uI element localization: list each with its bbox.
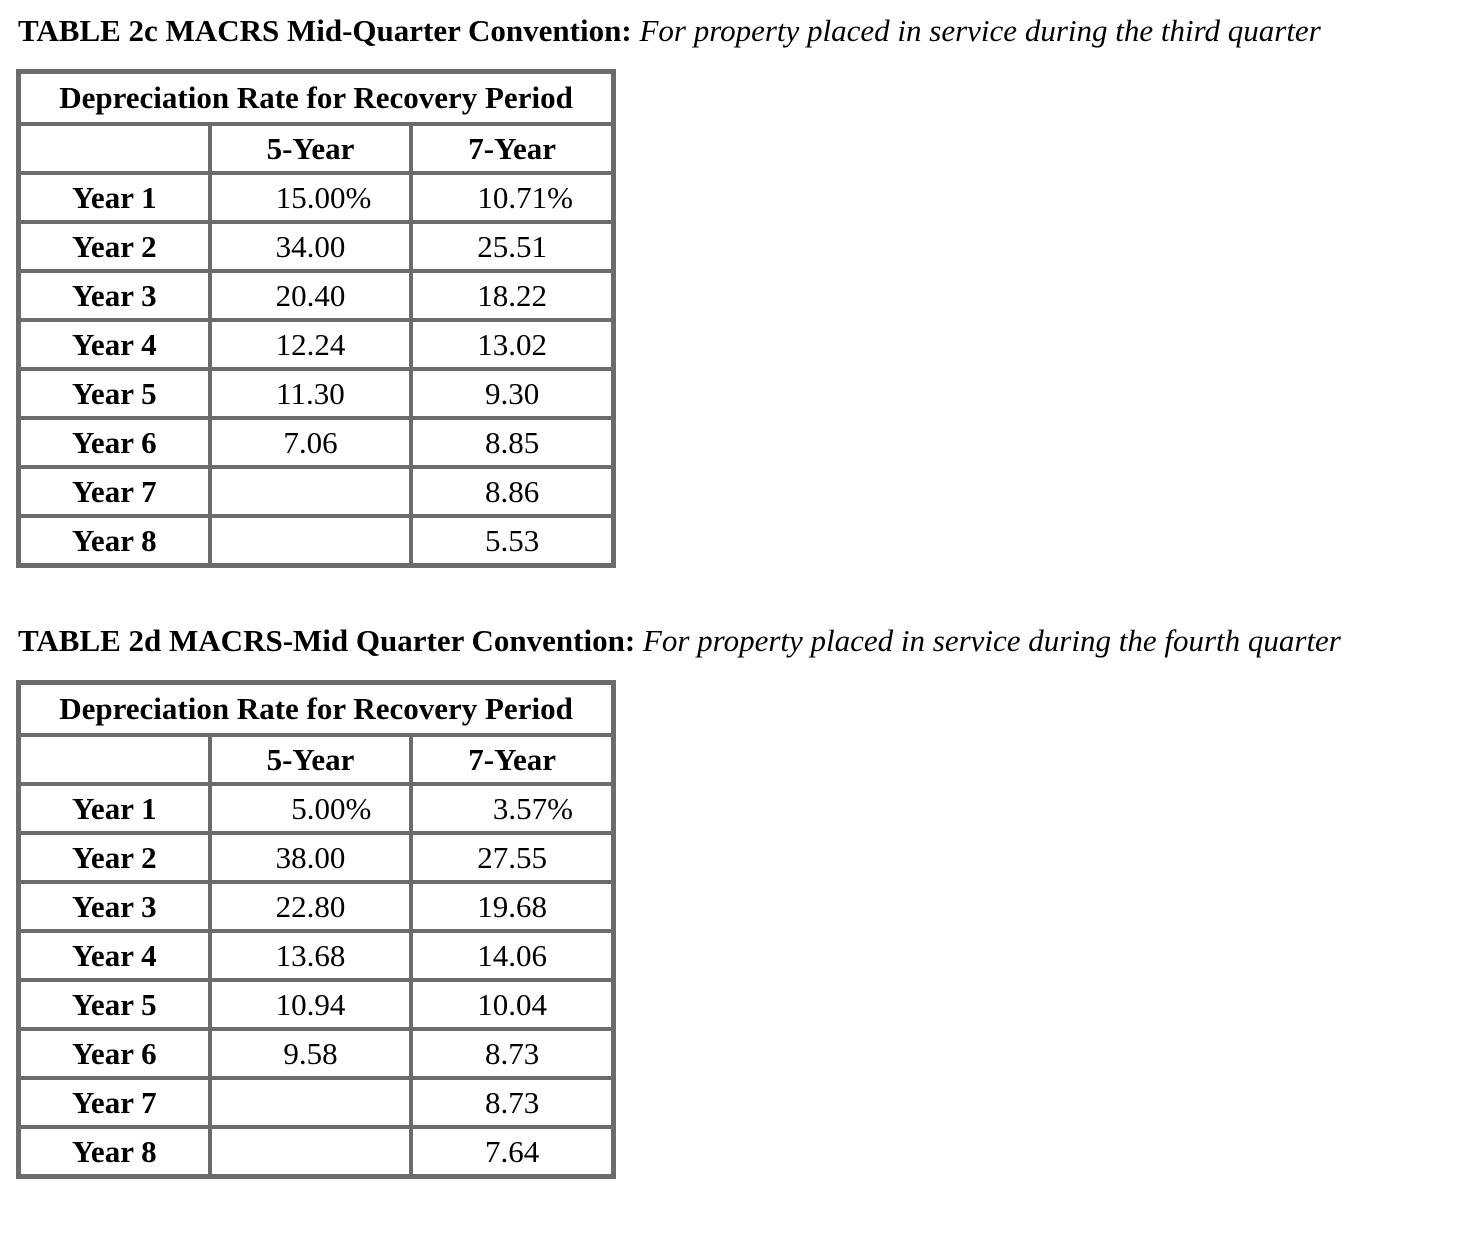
table-row <box>19 369 613 418</box>
row-label: Year 4 <box>19 320 210 369</box>
rate-7-year: 27.55 <box>411 833 613 882</box>
rate-5-year: 15.00% <box>210 173 412 222</box>
table-row <box>19 1127 613 1176</box>
table-row <box>19 784 613 833</box>
row-label: Year 8 <box>19 1127 210 1176</box>
row-label: Year 2 <box>19 833 210 882</box>
table-2d-title: Depreciation Rate for Recovery Period <box>19 683 613 735</box>
table-row <box>19 980 613 1029</box>
rate-7-year: 3.57% <box>411 784 613 833</box>
table-2c-title: Depreciation Rate for Recovery Period <box>19 72 613 124</box>
row-label: Year 3 <box>19 271 210 320</box>
rate-7-year: 25.51 <box>411 222 613 271</box>
table-2c-corner-header <box>19 124 210 173</box>
rate-5-year: 13.68 <box>210 931 412 980</box>
row-label: Year 5 <box>19 980 210 1029</box>
rate-5-year <box>210 1078 412 1127</box>
table-row <box>19 222 613 271</box>
rate-5-year: 11.30 <box>210 369 412 418</box>
row-label: Year 7 <box>19 1078 210 1127</box>
table-2c-caption-description: For property placed in service during the third quarter <box>639 13 1321 48</box>
table-row <box>19 1029 613 1078</box>
table-row <box>19 418 613 467</box>
rate-5-year <box>210 467 412 516</box>
row-label: Year 5 <box>19 369 210 418</box>
rate-7-year: 8.86 <box>411 467 613 516</box>
table-row <box>19 173 613 222</box>
row-label: Year 7 <box>19 467 210 516</box>
row-label: Year 6 <box>19 418 210 467</box>
rate-5-year: 9.58 <box>210 1029 412 1078</box>
table-2c-header-7-year: 7-Year <box>411 124 613 173</box>
rate-7-year: 7.64 <box>411 1127 613 1176</box>
rate-5-year: 12.24 <box>210 320 412 369</box>
row-label: Year 4 <box>19 931 210 980</box>
table-2c-caption-title: TABLE 2c MACRS Mid-Quarter Convention: <box>18 13 632 48</box>
table-row <box>19 833 613 882</box>
table-row <box>19 467 613 516</box>
rate-7-year: 18.22 <box>411 271 613 320</box>
table-row <box>19 882 613 931</box>
table-row <box>19 271 613 320</box>
table-2c-header-5-year: 5-Year <box>210 124 412 173</box>
rate-7-year: 10.71% <box>411 173 613 222</box>
table-2d-corner-header <box>19 735 210 784</box>
table-row <box>19 931 613 980</box>
table-2d-caption-title: TABLE 2d MACRS-Mid Quarter Convention: <box>18 623 636 658</box>
row-label: Year 1 <box>19 784 210 833</box>
rate-5-year: 22.80 <box>210 882 412 931</box>
rate-5-year: 7.06 <box>210 418 412 467</box>
table-2d-header-5-year: 5-Year <box>210 735 412 784</box>
table-row <box>19 320 613 369</box>
rate-7-year: 8.73 <box>411 1029 613 1078</box>
rate-7-year: 8.85 <box>411 418 613 467</box>
rate-7-year: 13.02 <box>411 320 613 369</box>
rate-5-year <box>210 1127 412 1176</box>
rate-7-year: 14.06 <box>411 931 613 980</box>
table-2c <box>16 69 616 568</box>
rate-5-year: 5.00% <box>210 784 412 833</box>
rate-5-year: 34.00 <box>210 222 412 271</box>
table-row <box>19 1078 613 1127</box>
row-label: Year 2 <box>19 222 210 271</box>
row-label: Year 8 <box>19 516 210 565</box>
rate-5-year: 38.00 <box>210 833 412 882</box>
rate-7-year: 5.53 <box>411 516 613 565</box>
table-row <box>19 516 613 565</box>
row-label: Year 6 <box>19 1029 210 1078</box>
rate-7-year: 19.68 <box>411 882 613 931</box>
rate-5-year: 10.94 <box>210 980 412 1029</box>
rate-5-year: 20.40 <box>210 271 412 320</box>
rate-7-year: 8.73 <box>411 1078 613 1127</box>
table-2d-caption-description: For property placed in service during the fourth quarter <box>642 623 1341 658</box>
row-label: Year 1 <box>19 173 210 222</box>
rate-7-year: 10.04 <box>411 980 613 1029</box>
table-2c-caption <box>18 12 1321 50</box>
row-label: Year 3 <box>19 882 210 931</box>
rate-7-year: 9.30 <box>411 369 613 418</box>
table-2d <box>16 680 616 1179</box>
rate-5-year <box>210 516 412 565</box>
table-2d-header-7-year: 7-Year <box>411 735 613 784</box>
table-2d-caption <box>18 622 1341 660</box>
